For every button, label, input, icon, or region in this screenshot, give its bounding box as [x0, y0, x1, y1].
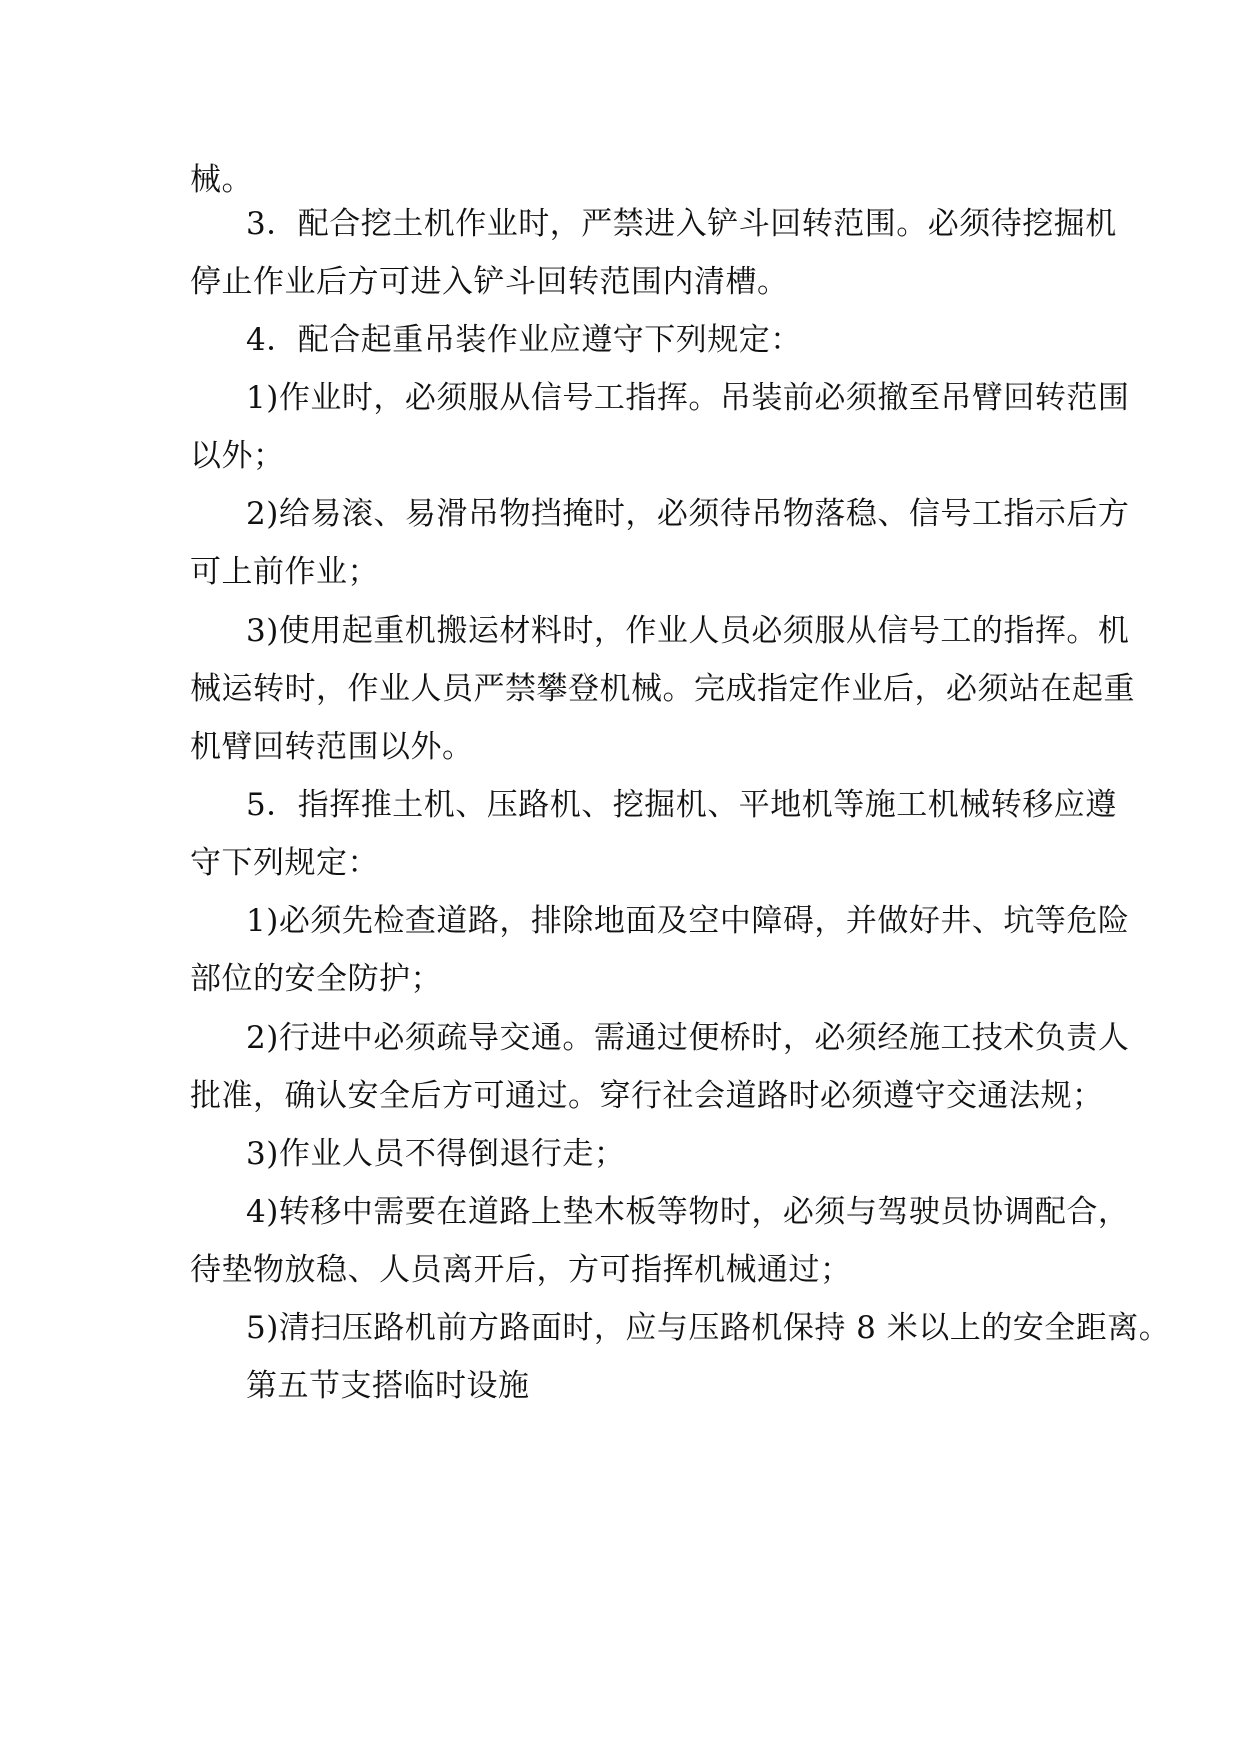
paragraph-line: 3)作业人员不得倒退行走；: [246, 1136, 626, 1172]
paragraph-line: 4)转移中需要在道路上垫木板等物时，必须与驾驶员协调配合，: [246, 1194, 1130, 1230]
paragraph-line: 5．指挥推土机、压路机、挖掘机、平地机等施工机械转移应遵: [246, 787, 1117, 823]
paragraph-line: 机臂回转范围以外。: [190, 729, 474, 765]
paragraph-line: 3)使用起重机搬运材料时，作业人员必须服从信号工的指挥。机: [246, 613, 1130, 649]
paragraph-line: 4．配合起重吊装作业应遵守下列规定：: [246, 322, 802, 358]
paragraph-line: 可上前作业；: [190, 554, 379, 590]
paragraph-line: 械运转时，作业人员严禁攀登机械。完成指定作业后，必须站在起重: [190, 671, 1135, 707]
paragraph-line: 械。: [190, 162, 253, 198]
paragraph-line: 以外；: [190, 438, 285, 474]
paragraph-line: 2)行进中必须疏导交通。需通过便桥时，必须经施工技术负责人: [246, 1020, 1130, 1056]
paragraph-line: 守下列规定：: [190, 845, 379, 881]
paragraph-line: 5)清扫压路机前方路面时，应与压路机保持 8 米以上的安全距离。: [246, 1310, 1171, 1346]
paragraph-line: 部位的安全防护；: [190, 961, 442, 997]
paragraph-line: 批准，确认安全后方可通过。穿行社会道路时必须遵守交通法规；: [190, 1078, 1104, 1114]
paragraph-line: 2)给易滚、易滑吊物挡掩时，必须待吊物落稳、信号工指示后方: [246, 496, 1130, 532]
paragraph-line: 1)作业时，必须服从信号工指挥。吊装前必须撤至吊臂回转范围: [246, 380, 1130, 416]
section-heading: 第五节支搭临时设施: [246, 1368, 530, 1404]
paragraph-line: 1)必须先检查道路，排除地面及空中障碍，并做好井、坑等危险: [246, 903, 1130, 939]
paragraph-line: 待垫物放稳、人员离开后，方可指挥机械通过；: [190, 1252, 852, 1288]
paragraph-line: 停止作业后方可进入铲斗回转范围内清槽。: [190, 264, 789, 300]
paragraph-line: 3．配合挖土机作业时，严禁进入铲斗回转范围。必须待挖掘机: [246, 206, 1117, 242]
